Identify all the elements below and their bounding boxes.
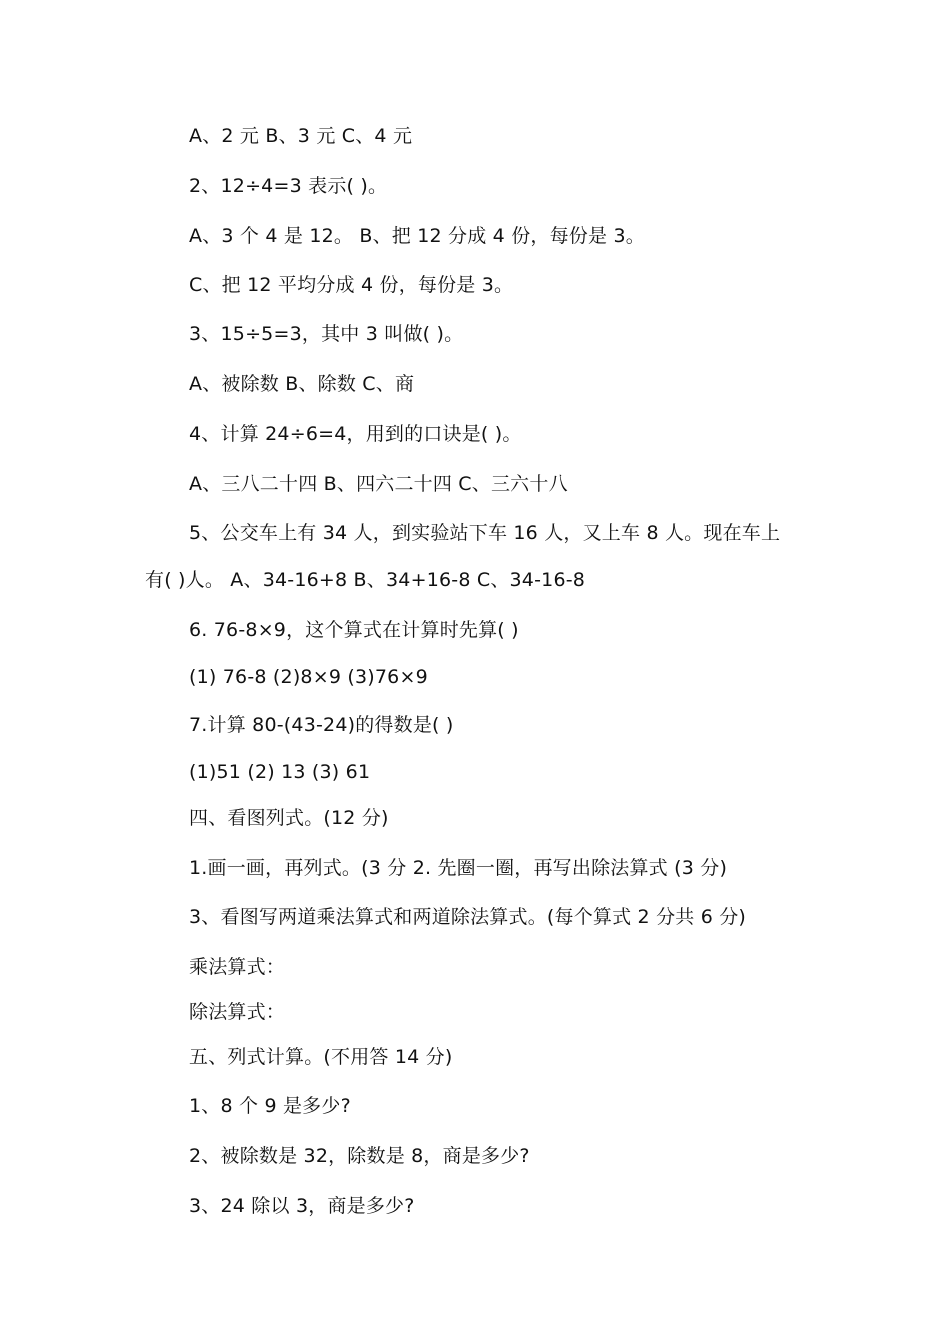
q4-stem: 4、计算 24÷6=4，用到的口诀是( )。 [189, 423, 522, 445]
q6-stem: 6. 76-8×9，这个算式在计算时先算( ) [189, 619, 519, 641]
q1-options: A、2 元 B、3 元 C、4 元 [189, 125, 413, 147]
q5-stem-continued: 有( )人。 A、34-16+8 B、34+16-8 C、34-16-8 [145, 569, 586, 591]
section-5-item-3: 3、24 除以 3，商是多少? [189, 1195, 415, 1217]
q7-options: (1)51 (2) 13 (3) 61 [189, 761, 371, 783]
q2-option-c: C、把 12 平均分成 4 份，每份是 3。 [189, 274, 514, 296]
section-5-item-1: 1、8 个 9 是多少? [189, 1095, 351, 1117]
q3-options: A、被除数 B、除数 C、商 [189, 373, 415, 395]
multiplication-label: 乘法算式： [189, 956, 286, 978]
q4-options: A、三八二十四 B、四六二十四 C、三六十八 [189, 473, 568, 495]
q2-stem: 2、12÷4=3 表示( )。 [189, 175, 388, 197]
section-5-item-2: 2、被除数是 32，除数是 8，商是多少? [189, 1145, 530, 1167]
q6-options: (1) 76-8 (2)8×9 (3)76×9 [189, 666, 428, 688]
q3-stem: 3、15÷5=3，其中 3 叫做( )。 [189, 323, 464, 345]
q7-stem: 7.计算 80-(43-24)的得数是( ) [189, 714, 454, 736]
section-4-heading: 四、看图列式。(12 分) [189, 807, 389, 829]
division-label: 除法算式： [189, 1001, 286, 1023]
section-4-item-3: 3、看图写两道乘法算式和两道除法算式。(每个算式 2 分共 6 分) [189, 906, 747, 928]
q2-options-ab: A、3 个 4 是 12。 B、把 12 分成 4 份，每份是 3。 [189, 225, 645, 247]
q5-stem: 5、公交车上有 34 人，到实验站下车 16 人，又上车 8 人。现在车上 [189, 522, 781, 544]
section-5-heading: 五、列式计算。(不用答 14 分) [189, 1046, 453, 1068]
section-4-item-1-2: 1.画一画，再列式。(3 分 2. 先圈一圈，再写出除法算式 (3 分) [189, 857, 728, 879]
